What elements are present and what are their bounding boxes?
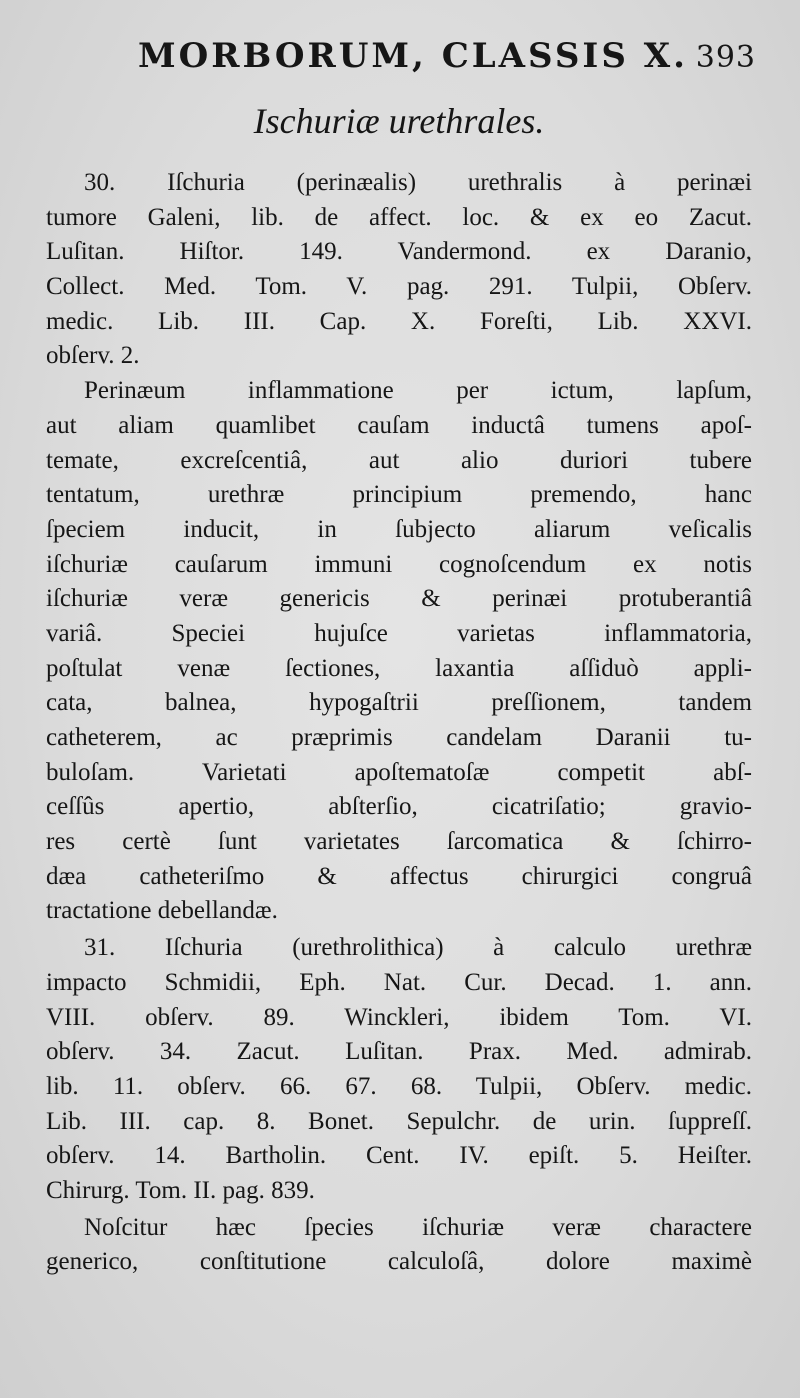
- text-line: medic. Lib. III. Cap. X. Foreſti, Lib. XXVI.: [46, 307, 752, 335]
- paragraph-31-citations: [46, 931, 752, 1209]
- text-line: Collect. Med. Tom. V. pag. 291. Tulpii, Obſerv.: [46, 273, 752, 301]
- text-line: variâ. Speciei hujuſce varietas inflammatoria,: [46, 619, 752, 647]
- paragraph-31-body: [46, 1211, 752, 1280]
- text-line: iſchuriæ veræ genericis & perinæi protuberantiâ: [46, 585, 752, 613]
- text-line: poſtulat venæ ſectiones, laxantia aſſiduò appli-: [46, 654, 752, 682]
- text-line: cata, balnea, hypogaſtrii preſſionem, tandem: [46, 689, 752, 717]
- text-line: dæa catheteriſmo & affectus chirurgici congruâ: [46, 862, 752, 890]
- text-line: aut aliam quamlibet cauſam inductâ tumens apoſ-: [46, 411, 752, 439]
- section-title: Ischuriæ urethrales.: [253, 101, 545, 141]
- paragraph-30-citations: [46, 166, 752, 374]
- text-line: res certè ſunt varietates ſarcomatica & ſchirro-: [46, 828, 752, 856]
- running-title: MORBORUM, CLASSIS X.: [138, 36, 688, 76]
- running-head: [138, 36, 756, 88]
- page-number: 393: [695, 40, 756, 75]
- text-line: buloſam. Varietati apoſtematoſæ competit abſ-: [46, 758, 752, 786]
- text-line: Chirurg. Tom. II. pag. 839.: [46, 1176, 315, 1204]
- text-line: generico, conſtitutione calculoſâ, dolore maximè: [46, 1248, 752, 1276]
- text-line: obſerv. 2.: [46, 342, 140, 370]
- text-line: ceſſûs apertio, abſterſio, cicatriſatio; gravio-: [46, 793, 752, 821]
- text-line: Noſcitur hæc ſpecies iſchuriæ veræ charactere: [84, 1213, 752, 1241]
- text-line: tractatione debellandæ.: [46, 897, 278, 925]
- text-line: 31. Iſchuria (urethrolithica) à calculo urethræ: [84, 934, 752, 962]
- text-line: Lib. III. cap. 8. Bonet. Sepulchr. de urin. ſuppreſſ.: [46, 1107, 752, 1135]
- text-line: Luſitan. Hiſtor. 149. Vandermond. ex Daranio,: [46, 238, 752, 266]
- text-line: iſchuriæ cauſarum immuni cognoſcendum ex notis: [46, 550, 752, 578]
- text-line: tumore Galeni, lib. de affect. loc. & ex eo Zacut.: [46, 203, 752, 231]
- text-line: Perinæum inflammatione per ictum, lapſum,: [84, 377, 752, 405]
- text-line: impacto Schmidii, Eph. Nat. Cur. Decad. 1. ann.: [46, 968, 752, 996]
- text-line: VIII. obſerv. 89. Winckleri, ibidem Tom. VI.: [46, 1003, 752, 1031]
- text-line: lib. 11. obſerv. 66. 67. 68. Tulpii, Obſerv. medic.: [46, 1072, 752, 1100]
- paragraph-30-body: [46, 374, 752, 929]
- text-line: ſpeciem inducit, in ſubjecto aliarum veſicalis: [46, 515, 752, 543]
- text-line: temate, excreſcentiâ, aut alio duriori tubere: [46, 446, 752, 474]
- text-line: obſerv. 14. Bartholin. Cent. IV. epiſt. 5. Heiſter.: [46, 1142, 752, 1170]
- text-line: 30. Iſchuria (perinæalis) urethralis à perinæi: [84, 169, 752, 196]
- text-line: obſerv. 34. Zacut. Luſitan. Prax. Med. admirab.: [46, 1038, 752, 1066]
- text-line: tentatum, urethræ principium premendo, hanc: [46, 481, 752, 509]
- text-line: catheterem, ac præprimis candelam Daranii tu-: [46, 724, 752, 751]
